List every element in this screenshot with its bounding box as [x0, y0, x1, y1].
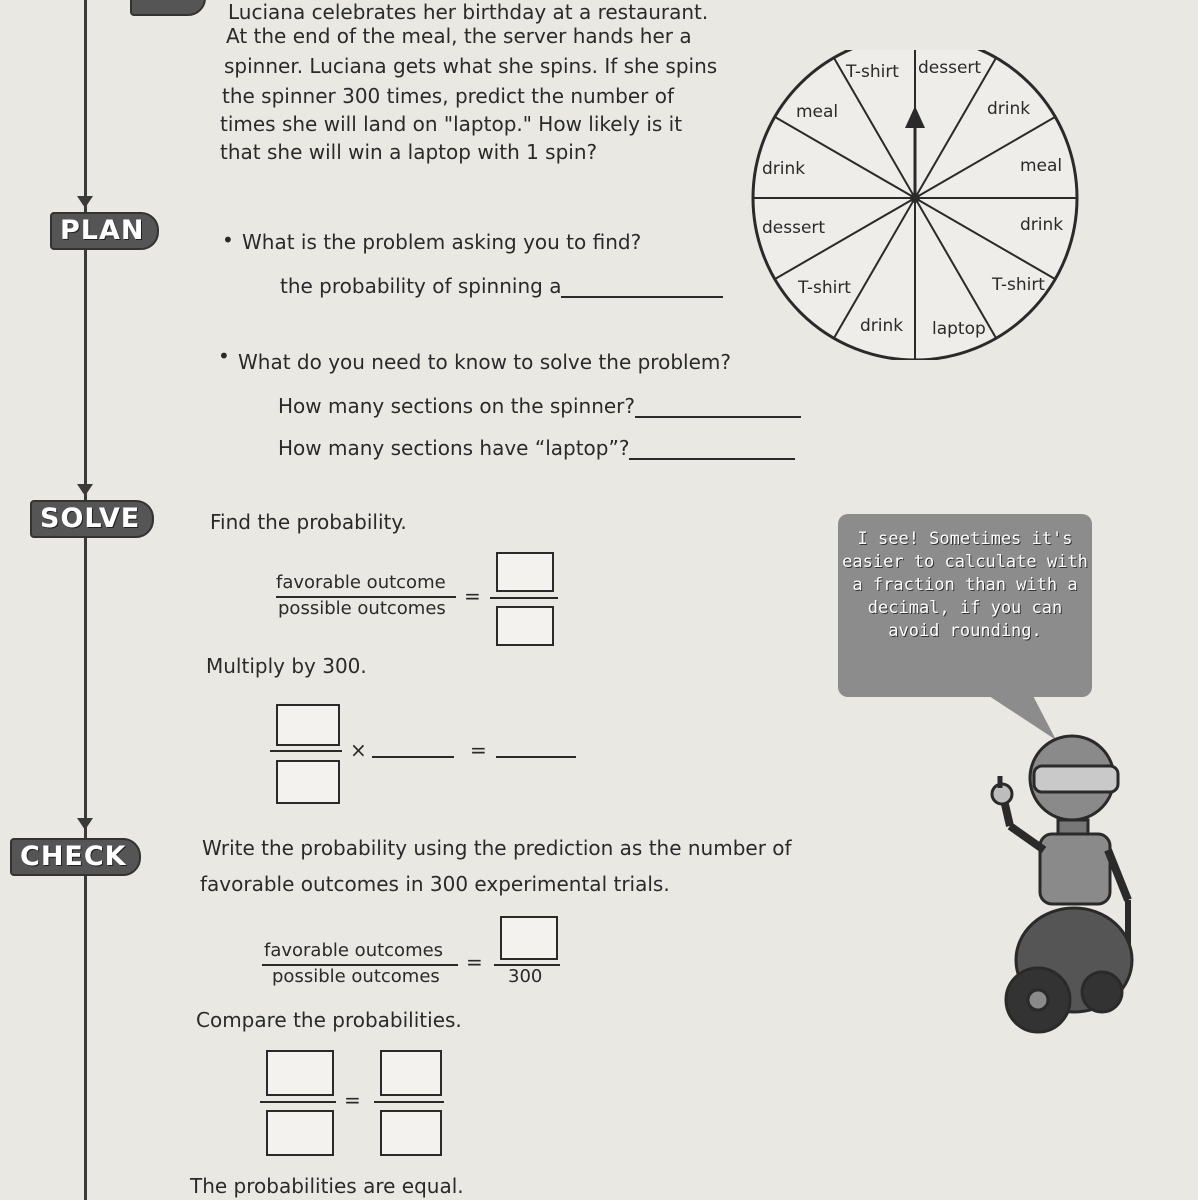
equals-sign: = — [470, 738, 487, 762]
plan-answer-text: the probability of spinning a — [280, 274, 562, 298]
problem-line: that she will win a laptop with 1 spin? — [220, 140, 598, 164]
multiply-instruction: Multiply by 300. — [206, 654, 367, 678]
flow-arrow — [77, 818, 93, 830]
spinner-label: meal — [1020, 156, 1063, 176]
sections-question-text: How many sections on the spinner? — [278, 394, 636, 418]
spinner-label: laptop — [932, 319, 986, 339]
numerator-answer-box[interactable] — [500, 916, 558, 960]
problem-line: spinner. Luciana gets what she spins. If she spins — [224, 54, 718, 78]
laptop-question-text: How many sections have “laptop”? — [278, 436, 630, 460]
solve-intro: Find the probability. — [210, 510, 407, 534]
spinner-label: drink — [860, 316, 904, 336]
denominator-answer-box[interactable] — [496, 606, 554, 646]
spinner-center — [910, 193, 920, 203]
answer-blank[interactable] — [629, 458, 795, 460]
fraction-bar — [260, 1101, 336, 1103]
denominator-answer-box[interactable] — [380, 1110, 442, 1156]
check-tag: CHECK — [10, 838, 141, 876]
fraction-denominator-label: possible outcomes — [278, 598, 446, 619]
equals-sign: = — [466, 950, 483, 974]
answer-blank[interactable] — [561, 296, 723, 298]
robot-torso — [1040, 834, 1110, 904]
numerator-answer-box[interactable] — [266, 1050, 334, 1096]
spinner-label: dessert — [918, 58, 982, 78]
flow-arrow — [77, 484, 93, 496]
answer-blank[interactable] — [496, 756, 576, 758]
fraction-denominator-label: possible outcomes — [272, 966, 440, 987]
spinner-label: meal — [796, 102, 839, 122]
answer-blank[interactable] — [635, 416, 801, 418]
problem-line: At the end of the meal, the server hands her a — [226, 24, 692, 48]
flow-arrow — [77, 196, 93, 208]
answer-blank[interactable] — [372, 756, 454, 758]
equals-sign: = — [464, 584, 481, 608]
robot-illustration — [978, 730, 1158, 1060]
problem-line: Luciana celebrates her birthday at a restaurant. — [228, 0, 709, 24]
spinner-label: T-shirt — [992, 275, 1045, 295]
robot-arm — [1010, 826, 1044, 850]
numerator-answer-box[interactable] — [380, 1050, 442, 1096]
numerator-answer-box[interactable] — [496, 552, 554, 592]
trials-denominator: 300 — [508, 966, 543, 987]
fraction-bar — [270, 750, 342, 752]
read-tag-fragment — [130, 0, 206, 16]
bullet-icon: • — [222, 228, 234, 252]
denominator-answer-box[interactable] — [266, 1110, 334, 1156]
plan-question-2: What do you need to know to solve the problem? — [238, 350, 731, 374]
robot-wheel-hub — [1028, 990, 1048, 1010]
robot-visor — [1034, 766, 1118, 792]
spinner-label: dessert — [762, 218, 826, 238]
fraction-numerator-label: favorable outcomes — [264, 940, 444, 961]
fraction-bar — [490, 597, 558, 599]
plan-tag: PLAN — [50, 212, 159, 250]
plan-sections-question — [278, 394, 801, 418]
solve-tag: SOLVE — [30, 500, 154, 538]
fraction-numerator-label: favorable outcome — [276, 572, 446, 593]
tip-text: I see! Sometimes it's easier to calculate with a fraction than with a decimal, if you can avoid rounding. — [842, 529, 1088, 641]
numerator-answer-box[interactable] — [276, 704, 340, 746]
plan-laptop-question — [278, 436, 795, 460]
spinner-label: drink — [762, 159, 806, 179]
check-instruction-line: Write the probability using the prediction as the number of — [202, 836, 792, 860]
plan-question-1: What is the problem asking you to find? — [242, 230, 642, 254]
problem-line: the spinner 300 times, predict the number of — [222, 84, 675, 108]
robot-neck — [1058, 820, 1088, 834]
robot-wheel — [1082, 972, 1122, 1012]
conclusion-text: The probabilities are equal. — [190, 1174, 464, 1198]
spinner-label: T-shirt — [846, 62, 899, 82]
flow-line — [84, 0, 87, 1200]
plan-answer-1 — [280, 274, 723, 298]
fraction-bar — [374, 1101, 444, 1103]
spinner-label: drink — [987, 99, 1031, 119]
spinner-label: T-shirt — [798, 278, 851, 298]
spinner-label: drink — [1020, 215, 1064, 235]
equals-sign: = — [344, 1088, 361, 1112]
compare-instruction: Compare the probabilities. — [196, 1008, 462, 1032]
denominator-answer-box[interactable] — [276, 760, 340, 804]
bullet-icon: • — [218, 344, 230, 368]
times-sign: × — [350, 738, 367, 762]
spinner — [750, 50, 1100, 360]
problem-line: times she will land on "laptop." How likely is it — [220, 112, 683, 136]
check-instruction-line: favorable outcomes in 300 experimental trials. — [200, 872, 670, 896]
